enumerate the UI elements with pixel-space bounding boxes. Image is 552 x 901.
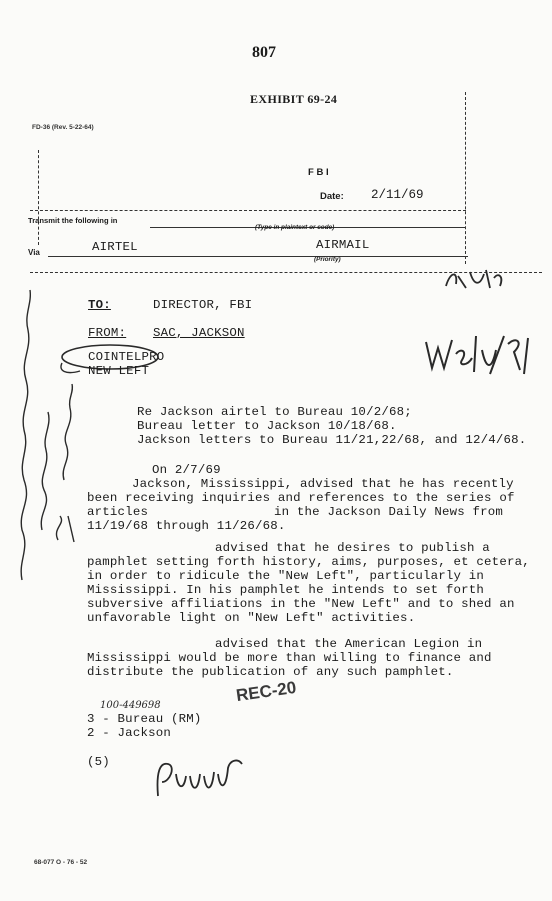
page-number: 807	[252, 44, 276, 61]
p2-line-5: subversive affiliations in the "New Left" and to shed an	[87, 597, 515, 611]
p2-line-6: unfavorable light on "New Left" activities.	[87, 611, 416, 625]
from-value: SAC, JACKSON	[153, 326, 245, 340]
p2-line-2: pamphlet setting forth history, aims, purposes, et cetera,	[87, 555, 530, 569]
p1-line-5: 11/19/68 through 11/26/68.	[87, 519, 286, 533]
p1-line-4: articles	[87, 505, 149, 519]
footer-code: 68-077 O - 76 - 52	[34, 859, 88, 866]
handwritten-signature	[150, 752, 250, 802]
distribution-count: (5)	[87, 755, 110, 769]
right-margin-line	[465, 92, 466, 264]
from-label: FROM:	[88, 326, 127, 340]
p2-line-1: advised that he desires to publish a	[215, 541, 490, 555]
reference-line-2: Bureau letter to Jackson 10/18/68.	[137, 419, 397, 433]
exhibit-label: EXHIBIT 69-24	[250, 92, 338, 106]
to-label: TO:	[88, 298, 111, 312]
via-value: AIRTEL	[92, 240, 138, 254]
distribution-line-1: 3 - Bureau (RM)	[87, 712, 202, 726]
reference-line-3: Jackson letters to Bureau 11/21,22/68, and 12/4/68.	[137, 433, 527, 447]
via-label: Via	[28, 248, 40, 257]
via-rule	[48, 256, 468, 257]
p2-line-3: in order to ridicule the "New Left", particularly in	[87, 569, 485, 583]
reference-line-1: Re Jackson airtel to Bureau 10/2/68;	[137, 405, 412, 419]
date-label: Date:	[320, 191, 344, 202]
priority-value: AIRMAIL	[316, 238, 370, 252]
p2-line-4: Mississippi. In his pamphlet he intends to set forth	[87, 583, 485, 597]
to-value: DIRECTOR, FBI	[153, 298, 253, 312]
p1-line-1: On 2/7/69	[152, 463, 221, 477]
form-rule-top	[30, 210, 466, 211]
subject-line-2: NEW LEFT	[88, 364, 150, 378]
left-margin-line	[38, 150, 39, 245]
subject-line-1: COINTELPRO	[88, 350, 165, 364]
transmit-label: Transmit the following in	[28, 216, 118, 225]
handwritten-file-number: 100-449698	[100, 700, 161, 711]
rec-stamp: REC-20	[234, 677, 298, 706]
date-value: 2/11/69	[371, 188, 424, 202]
handwritten-initials-large	[420, 330, 540, 380]
distribution-line-2: 2 - Jackson	[87, 726, 171, 740]
p3-line-2: Mississippi would be more than willing to finance and	[87, 651, 492, 665]
fbi-label: F B I	[308, 167, 329, 178]
p3-line-1: advised that the American Legion in	[215, 637, 483, 651]
handwritten-initials-top	[440, 266, 510, 294]
p1-line-4-cont: in the Jackson Daily News from	[274, 505, 504, 519]
form-code: FD-36 (Rev. 5-22-64)	[32, 124, 94, 131]
priority-note: (Priority)	[314, 256, 341, 263]
p1-line-3: been receiving inquiries and references to the series of	[87, 491, 515, 505]
handwritten-margin-notes	[8, 280, 88, 600]
type-note: (Type in plaintext or code)	[255, 224, 335, 231]
p1-line-2: Jackson, Mississippi, advised that he has recently	[132, 477, 514, 491]
p3-line-3: distribute the publication of any such pamphlet.	[87, 665, 454, 679]
